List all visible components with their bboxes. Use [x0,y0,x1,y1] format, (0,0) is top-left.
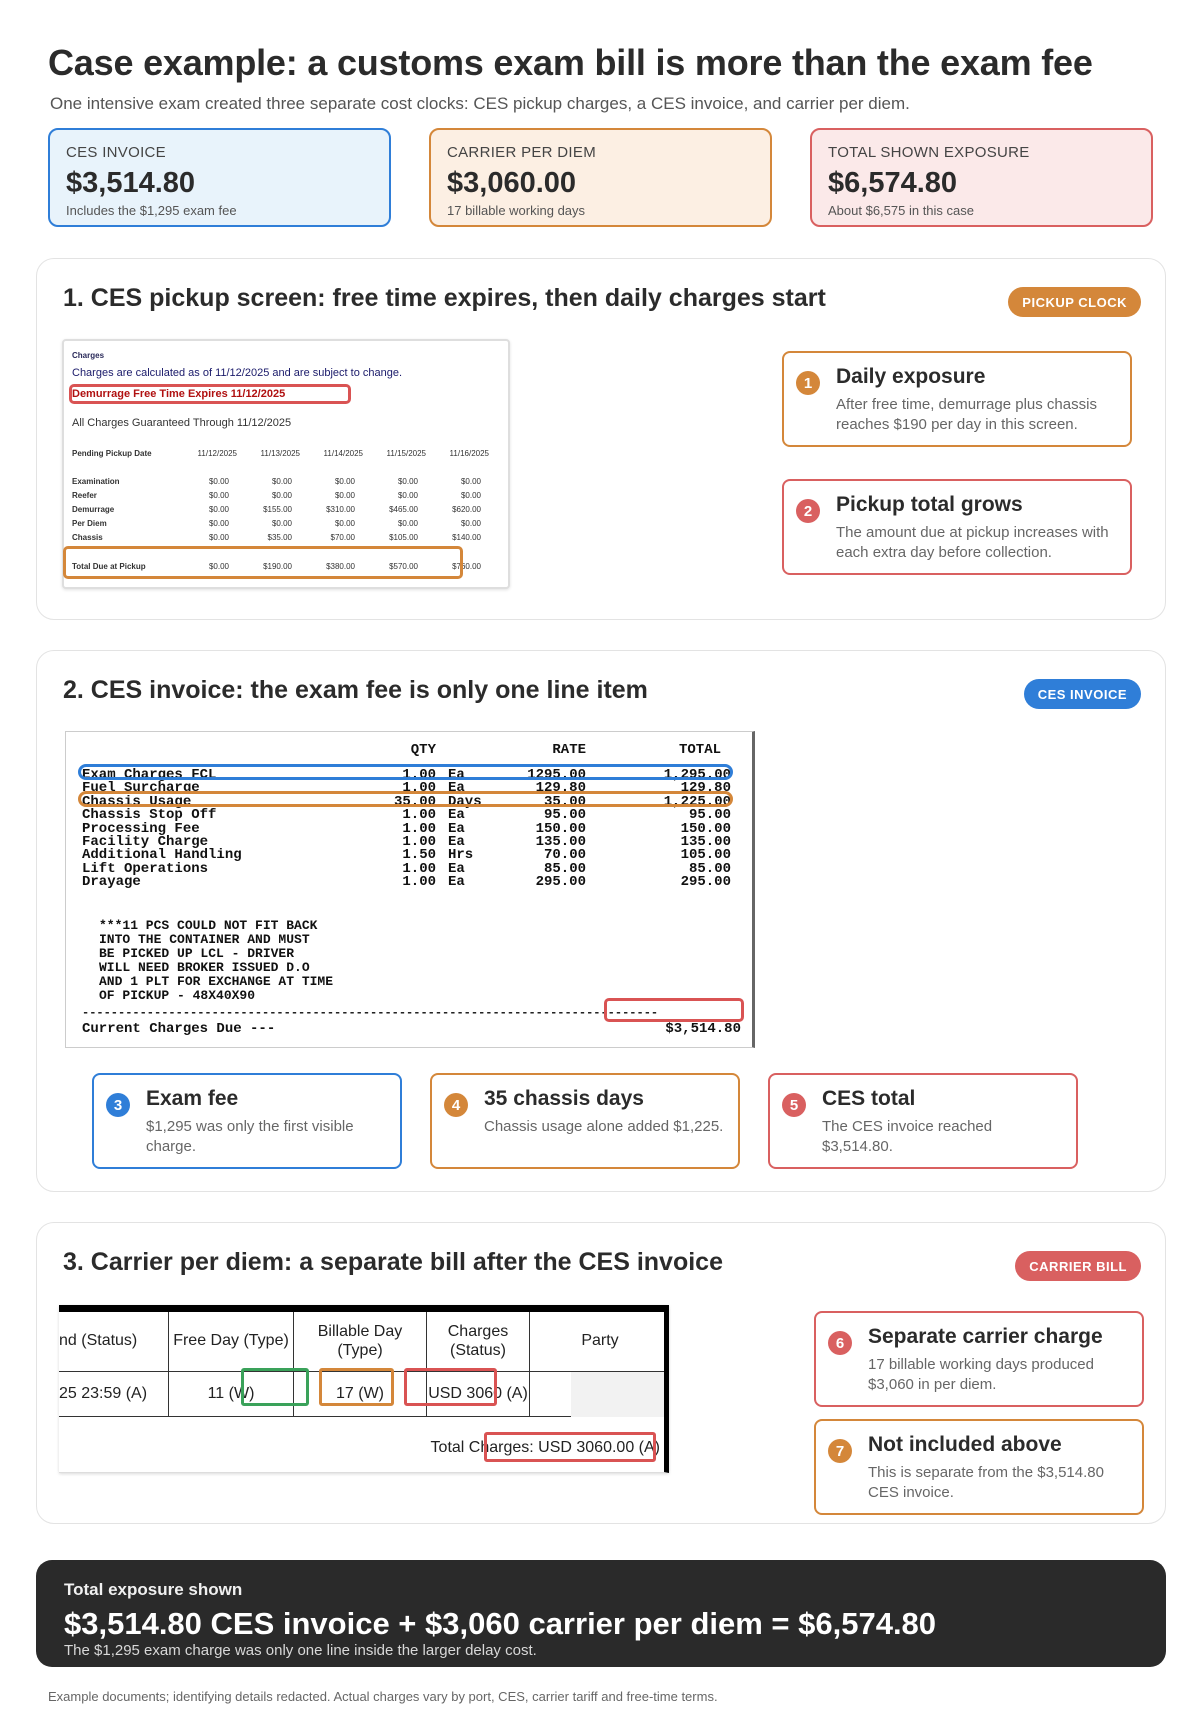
section-pickup [36,258,1166,620]
pickup-row-label: Demurrage [72,505,115,514]
invoice-line-total: 95.00 [688,807,731,824]
pickup-date: 11/13/2025 [260,449,300,458]
stat-label: CARRIER PER DIEM [447,144,596,161]
invoice-line-rate: 1295.00 [527,767,586,783]
callout-not-included [814,1419,1144,1515]
pickup-cell: $0.00 [397,491,418,500]
stat-carrier-per-diem [429,128,772,227]
callout-desc: After free time, demurrage plus chassis reaches $190 per day in this screen. [836,396,1097,433]
invoice-line-desc: Drayage [82,874,141,891]
pickup-cell: $465.00 [389,505,418,514]
banner-headline: $3,514.80 CES invoice + $3,060 carrier per diem = $6,574.80 [64,1606,937,1641]
carrier-total: Total Charges: USD 3060.00 (A) [430,1439,660,1456]
invoice-line-total: 1,225.00 [663,793,731,810]
pickup-date: 11/12/2025 [197,449,237,458]
callout-number: 1 [796,371,820,395]
pickup-cell: $0.00 [397,477,418,486]
carrier-header: nd (Status) [59,1312,169,1372]
section-invoice [36,650,1166,1192]
highlight-total-due [63,546,463,579]
pickup-row-label: Reefer [72,491,97,500]
redacted-party [571,1372,666,1417]
invoice-line-rate: 129.80 [535,780,586,797]
pickup-row-label: Per Diem [72,519,107,528]
carrier-cell: 11 (W) [169,1372,294,1417]
stat-label: CES INVOICE [66,144,166,161]
invoice-line-qty: 1.00 [402,767,436,783]
highlight-billable-day [319,1368,394,1406]
pickup-cell: $0.00 [208,491,229,500]
invoice-line-qty: 1.00 [402,780,436,797]
pickup-total-cell: $190.00 [263,562,292,571]
callout-title: Separate carrier charge [868,1325,1103,1348]
invoice-header-rate: RATE [552,742,586,758]
callout-number: 7 [828,1439,852,1463]
pickup-cell: $0.00 [334,477,355,486]
callout-desc: 17 billable working days produced $3,060 in per diem. [868,1356,1094,1393]
pickup-line2: Demurrage Free Time Expires 11/12/2025 [72,388,286,400]
pickup-cell: $0.00 [208,505,229,514]
section-title: 2. CES invoice: the exam fee is only one line item [63,676,648,704]
pickup-line3: All Charges Guaranteed Through 11/12/2025 [72,417,292,429]
stat-value: $3,060.00 [447,167,577,199]
callout-ces-total [768,1073,1078,1169]
invoice-line-desc: Chassis Usage [82,793,192,810]
pickup-heading: Charges [72,351,105,360]
pickup-row-label: Chassis [72,533,103,542]
callout-title: Daily exposure [836,365,986,388]
invoice-line-unit: Ea [448,874,465,891]
carrier-table [59,1305,669,1473]
invoice-line-unit: Hrs [448,847,474,864]
invoice-header-qty: QTY [410,742,436,758]
callout-title: 35 chassis days [484,1087,644,1110]
callout-pickup-total [782,479,1132,575]
section-title: 1. CES pickup screen: free time expires, then daily charges start [63,284,826,312]
callout-number: 2 [796,499,820,523]
pickup-total-cell: $760.00 [452,562,481,571]
invoice-line-total: 85.00 [688,860,731,877]
carrier-cell: USD 3060 (A) [427,1372,530,1417]
carrier-header: Billable Day (Type) [294,1312,427,1372]
pill-carrier-bill: CARRIER BILL [1015,1251,1141,1281]
callout-title: CES total [822,1087,916,1110]
highlight-ces-total [604,998,744,1022]
invoice-line-desc: Exam Charges FCL [82,767,217,783]
invoice-line-rate: 70.00 [543,847,586,864]
invoice-line-desc: Additional Handling [82,847,242,864]
pickup-cell: $0.00 [208,519,229,528]
callout-title: Pickup total grows [836,493,1023,516]
callout-number: 6 [828,1331,852,1355]
invoice-line-unit: Ea [448,780,465,797]
highlight-free-day [241,1368,309,1406]
callout-number: 5 [782,1093,806,1117]
carrier-cell: 25 23:59 (A) [59,1372,169,1417]
carrier-header: Free Day (Type) [169,1312,294,1372]
footer-note: Example documents; identifying details redacted. Actual charges vary by port, CES, carrier tariff and free-time terms. [48,1689,718,1704]
invoice-line-rate: 95.00 [543,807,586,824]
invoice-header-total: TOTAL [678,742,721,758]
stat-total-exposure [810,128,1153,227]
invoice-line-qty: 35.00 [393,793,436,810]
pickup-screen [62,339,510,589]
invoice-line-rate: 150.00 [535,820,586,837]
invoice-line-desc: Lift Operations [82,860,209,877]
invoice-line-rate: 135.00 [535,834,586,850]
invoice-line-total: 295.00 [680,874,731,891]
invoice-line-unit: Ea [448,767,465,783]
page-title: Case example: a customs exam bill is more than the exam fee [48,42,1093,83]
pickup-cell: $105.00 [389,533,418,542]
section-title: 3. Carrier per diem: a separate bill after the CES invoice [63,1248,723,1276]
invoice-line-unit: Ea [448,807,465,824]
pickup-cell: $0.00 [460,519,481,528]
callout-separate-carrier [814,1311,1144,1407]
invoice-dashes: -------------------------------------------------------------------------------- [82,1006,659,1020]
invoice-line-unit: Ea [448,860,465,877]
pickup-cell: $0.00 [208,477,229,486]
invoice-line-desc: Fuel Surcharge [82,780,200,797]
invoice-line-rate: 295.00 [535,874,586,891]
highlight-chassis-usage [78,791,733,810]
pickup-cell: $155.00 [263,505,292,514]
highlight-charges [404,1368,497,1406]
pickup-date: 11/14/2025 [323,449,363,458]
pickup-cell: $0.00 [271,477,292,486]
stat-value: $6,574.80 [828,167,958,199]
pickup-cell: $70.00 [330,533,355,542]
callout-desc: Chassis usage alone added $1,225. [484,1118,724,1135]
invoice-line-total: 105.00 [680,847,731,864]
pickup-date: 11/16/2025 [449,449,489,458]
pill-ces-invoice: CES INVOICE [1024,679,1141,709]
stat-note: Includes the $1,295 exam fee [66,203,237,218]
invoice-line-qty: 1.00 [402,807,436,824]
callout-desc: This is separate from the $3,514.80 CES invoice. [868,1464,1104,1501]
callout-desc: $1,295 was only the first visible charge. [146,1118,354,1155]
pickup-cell: $0.00 [460,477,481,486]
callout-number: 4 [444,1093,468,1117]
callout-chassis-days [430,1073,740,1169]
invoice-line-qty: 1.00 [402,860,436,877]
pickup-header-label: Pending Pickup Date [72,449,152,458]
invoice-line-qty: 1.00 [402,874,436,891]
callout-title: Exam fee [146,1087,239,1110]
pickup-cell: $0.00 [271,519,292,528]
pickup-line1: Charges are calculated as of 11/12/2025 and are subject to change. [72,367,403,379]
banner-label: Total exposure shown [64,1580,243,1599]
total-exposure-banner [36,1560,1166,1667]
pickup-cell: $35.00 [267,533,292,542]
invoice-line-rate: 85.00 [543,860,586,877]
stat-ces-invoice [48,128,391,227]
pickup-cell: $310.00 [326,505,355,514]
carrier-header: Charges (Status) [427,1312,530,1372]
stat-value: $3,514.80 [66,167,196,199]
carrier-header: Party [530,1312,669,1372]
callout-title: Not included above [868,1433,1062,1456]
pickup-cell: $0.00 [397,519,418,528]
pickup-cell: $140.00 [452,533,481,542]
invoice-line-unit: Ea [448,820,465,837]
invoice-line-qty: 1.50 [402,847,436,864]
pickup-cell: $0.00 [208,533,229,542]
stat-note: 17 billable working days [447,203,586,218]
invoice-line-qty: 1.00 [402,834,436,850]
invoice-line-total: 135.00 [680,834,731,850]
invoice-line-desc: Processing Fee [82,820,200,837]
pickup-total-cell: $570.00 [389,562,418,571]
invoice-document [65,731,755,1048]
page-subtitle: One intensive exam created three separate cost clocks: CES pickup charges, a CES invoice, and carrier per diem. [50,94,910,113]
invoice-due-value: $3,514.80 [665,1021,741,1037]
pickup-total-cell: $380.00 [326,562,355,571]
pickup-date: 11/15/2025 [386,449,426,458]
callout-desc: The amount due at pickup increases with each extra day before collection. [836,524,1109,561]
stat-label: TOTAL SHOWN EXPOSURE [828,144,1030,161]
invoice-line-rate: 35.00 [543,793,586,810]
invoice-line-unit: Ea [448,834,465,850]
callout-exam-fee [92,1073,402,1169]
section-carrier [36,1222,1166,1524]
pickup-cell: $0.00 [460,491,481,500]
carrier-cell: 17 (W) [294,1372,427,1417]
highlight-free-time [69,384,351,404]
banner-note: The $1,295 exam charge was only one line inside the larger delay cost. [64,1642,537,1659]
invoice-line-qty: 1.00 [402,820,436,837]
pickup-cell: $620.00 [452,505,481,514]
stat-note: About $6,575 in this case [828,203,974,218]
invoice-line-total: 129.80 [680,780,731,797]
pill-pickup-clock: PICKUP CLOCK [1008,287,1141,317]
pickup-total-label: Total Due at Pickup [72,562,146,571]
callout-desc: The CES invoice reached $3,514.80. [822,1118,993,1155]
pickup-row-label: Examination [72,477,120,486]
pickup-cell: $0.00 [334,519,355,528]
callout-number: 3 [106,1093,130,1117]
invoice-line-desc: Facility Charge [82,834,209,850]
invoice-line-unit: Days [448,793,482,810]
pickup-cell: $0.00 [334,491,355,500]
callout-daily-exposure [782,351,1132,447]
invoice-line-total: 150.00 [680,820,731,837]
pickup-total-cell: $0.00 [208,562,229,571]
invoice-line-desc: Chassis Stop Off [82,807,217,824]
invoice-note: ***11 PCS COULD NOT FIT BACK INTO THE CONTAINER AND MUST BE PICKED UP LCL - DRIVER WILL NEED BROKER ISSUED D.O AND 1 PLT FOR EXCHANGE AT TIME OF PICKUP - 48X40X90 [99,918,334,1003]
invoice-line-total: 1,295.00 [663,767,731,783]
pickup-cell: $0.00 [271,491,292,500]
highlight-exam-charge [78,764,733,783]
invoice-due-label: Current Charges Due --- [82,1021,276,1037]
highlight-total-charges [484,1432,656,1462]
